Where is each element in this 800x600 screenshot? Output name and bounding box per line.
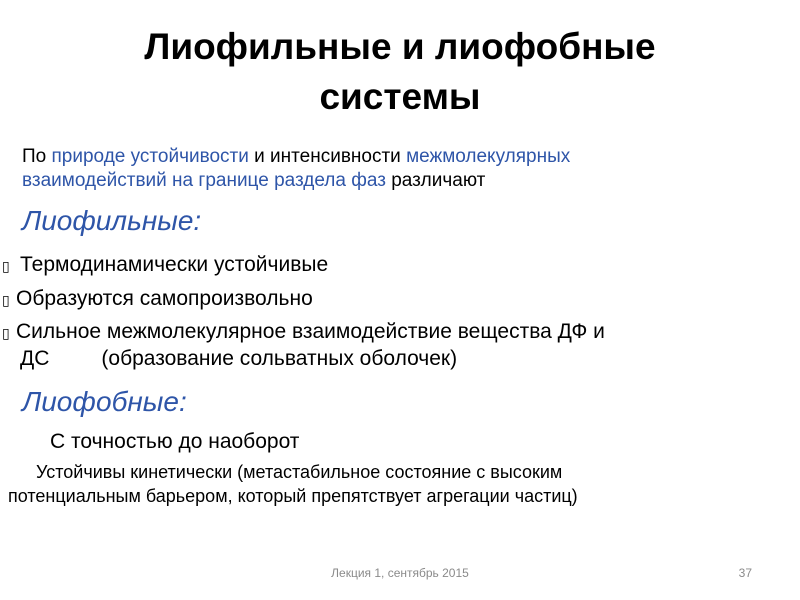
bullet-item-thermodynamic [2, 251, 792, 281]
slide-title [0, 22, 800, 122]
intro-highlight-intermolecular: межмолекулярных [406, 146, 571, 167]
lyophobic-kinetic-line-2: потенциальным барьером, который препятствует агрегации частиц) [8, 486, 578, 506]
continuation-ds: ДС [20, 347, 50, 370]
intro-highlight-interface: взаимодействий на границе раздела фаз [22, 170, 386, 191]
lyophilic-heading: Лиофильные: [22, 205, 202, 236]
missing-glyph-box-icon: ▯ [2, 259, 10, 275]
bullet-item-spontaneous [2, 285, 792, 315]
intro-text-1: По [22, 146, 52, 167]
title-line-2: системы [319, 76, 481, 117]
intro-highlight-stability: природе устойчивости [51, 146, 249, 167]
bullet-continuation [20, 345, 457, 372]
bullet-item-interaction [2, 318, 792, 348]
title-line-1: Лиофильные и лиофобные [144, 26, 656, 67]
missing-glyph-box-icon: ▯ [2, 293, 10, 309]
lyophobic-opposite: С точностью до наоборот [50, 430, 300, 453]
continuation-solvate: (образование сольватных оболочек) [101, 347, 458, 370]
intro-text-3: различают [385, 170, 486, 191]
intro-text-2: и интенсивности [248, 146, 407, 167]
intro-paragraph [22, 145, 762, 193]
lyophobic-kinetic [8, 460, 782, 508]
lyophobic-heading: Лиофобные: [22, 386, 187, 417]
missing-glyph-box-icon: ▯ [2, 326, 10, 342]
bullet-text: Термодинамически устойчивые [20, 253, 329, 276]
lyophobic-kinetic-line-1: Устойчивы кинетически (метастабильное состояние с высоким [36, 462, 563, 482]
page-number: 37 [738, 566, 752, 580]
bullet-text: Сильное межмолекулярное взаимодействие вещества ДФ и [16, 320, 605, 343]
footer-text: Лекция 1, сентябрь 2015 [331, 566, 469, 580]
bullet-text: Образуются самопроизвольно [16, 287, 313, 310]
